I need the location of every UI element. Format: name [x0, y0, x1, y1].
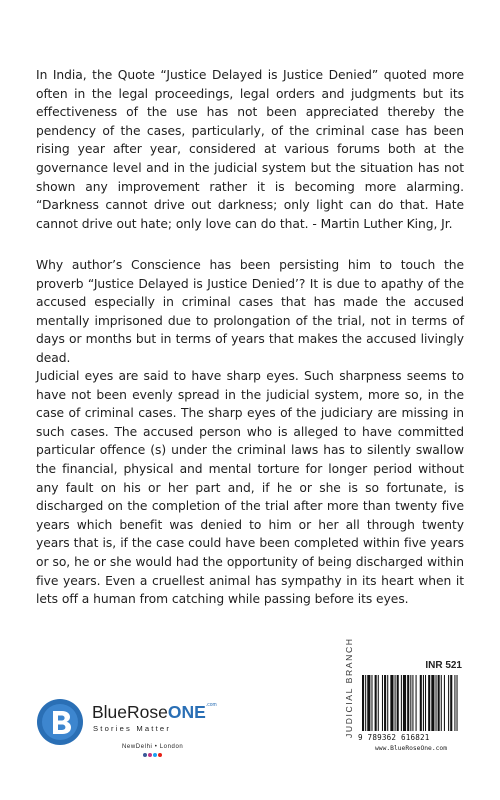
barcode-bar [375, 675, 377, 731]
barcode-bar [431, 675, 434, 731]
barcode-bar [448, 675, 449, 731]
publisher-tagline: Stories Matter [93, 724, 172, 733]
isbn-number: 9 789362 616821 [358, 733, 430, 742]
barcode-bar [450, 675, 452, 731]
back-cover-paragraph-3: Judicial eyes are said to have sharp eyes. Such sharpness seems to have not been evenly spread in the judicial system, more so, in the case of criminal cases. The sharp eyes of the judiciary are missing in such cases. The accused person who is alleged to have committed particular offence (s) under the criminal laws has to silently swallow the financial, physical and mental torture for longer period without any fault on his or her part and, if he or she is so fortunate, is discharged on the completion of the trial after more than twenty five years which benefit was denied to him or her all through twenty years that is, if the case could have been completed within five years or so, he or she would had the opportunity of being discharged within five years. Even a cruellest animal has sympathy in its heart when it lets off a human from catching while passing before its eyes. [36, 369, 464, 607]
barcode-bar [457, 675, 458, 731]
bluerose-logo-icon [36, 698, 84, 746]
price-label: INR 521 [425, 660, 462, 671]
barcode-bar [436, 675, 437, 731]
barcode-bar [401, 675, 402, 731]
publisher-name-main: BlueRose [92, 702, 168, 722]
publisher-name [92, 702, 217, 723]
barcode-bar [425, 675, 426, 731]
barcode-bar [438, 675, 440, 731]
barcode-bar [395, 675, 396, 731]
barcode-bar [407, 675, 409, 731]
barcode-bar [378, 675, 379, 731]
barcode-bar [420, 675, 422, 731]
social-icons [143, 753, 162, 757]
publisher-name-suffix: .com [205, 702, 217, 708]
barcode-bar [403, 675, 406, 731]
facebook-icon [143, 753, 147, 757]
barcode-bar [412, 675, 413, 731]
barcode-bar [410, 675, 411, 731]
barcode-bar [444, 675, 445, 731]
barcode-bar [428, 675, 430, 731]
barcode-bar [387, 675, 388, 731]
barcode-bar [382, 675, 383, 731]
barcode-bar [367, 675, 370, 731]
publisher-logo [36, 690, 256, 765]
barcode-bar [397, 675, 399, 731]
barcode-bar [441, 675, 442, 731]
twitter-icon [153, 753, 157, 757]
barcode-bar [423, 675, 424, 731]
barcode-bar [416, 675, 417, 731]
barcode-bar [365, 675, 366, 731]
barcode-bar [362, 675, 364, 731]
back-cover-paragraph-2: Why author’s Conscience has been persisting him to touch the proverb “Justice Delayed is Justice Denied’? It is due to apathy of the accused especially in criminal cases that has made the accused mentally imprisoned due to prolongation of the trial, not in terms of days or months but in terms of years that makes the accused livingly dead. [36, 258, 464, 365]
category-label: JUDICIAL BRANCH [344, 637, 354, 738]
back-cover-paragraph-1: In India, the Quote “Justice Delayed is Justice Denied” quoted more often in the legal proceedings, legal orders and judgments but its effectiveness of the use has not been appreciated thereby the pendency of the cases, particularly, of the criminal case has been rising year after year, considered at various forums both at the governance level and in the judicial system but the situation has not shown any improvement rather it is becoming more alarming. “Darkness cannot drive out darkness; only light can do that. Hate cannot drive out hate; only love can do that. - Martin Luther King, Jr. [36, 68, 464, 231]
instagram-icon [148, 753, 152, 757]
youtube-icon [158, 753, 162, 757]
barcode-bar [384, 675, 386, 731]
publisher-website: www.BlueRoseOne.com [374, 745, 448, 752]
barcode-bar [371, 675, 372, 731]
isbn-barcode [358, 675, 463, 751]
publisher-cities: NewDelhi • London [122, 744, 184, 750]
barcode-icon [358, 675, 463, 733]
publisher-name-accent: ONE [167, 702, 206, 722]
barcode-bar [390, 675, 393, 731]
barcode-bar [454, 675, 455, 731]
